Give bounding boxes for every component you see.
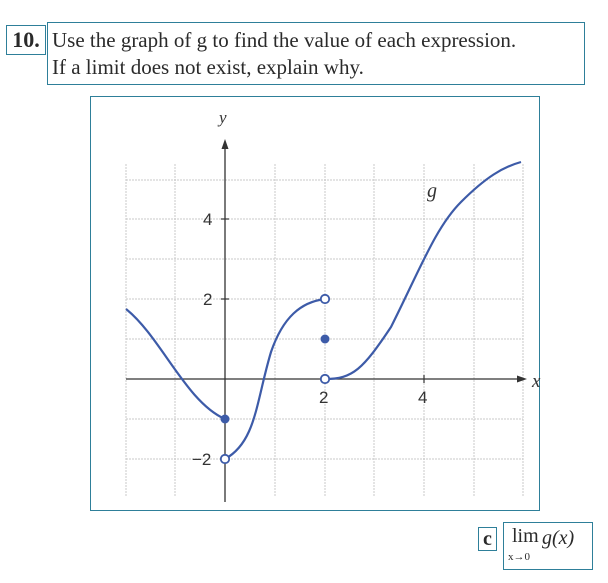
limit-function: g(x) [542, 527, 575, 549]
x-tick-label-4: 4 [418, 388, 428, 407]
graph-frame [90, 96, 540, 511]
closed-point-0-neg1 [221, 415, 230, 424]
curve-label-g: g [427, 180, 437, 202]
y-tick-label-neg2: −2 [192, 450, 212, 469]
y-tick-label-4: 4 [203, 210, 213, 229]
curve-right-piece [325, 162, 521, 379]
limit-subscript: x→0 [508, 551, 530, 563]
x-axis-label: x [532, 371, 541, 392]
x-tick-label-2: 2 [319, 388, 329, 407]
question-text [47, 22, 585, 85]
limit-expression [503, 522, 593, 570]
open-point-2-2 [321, 295, 329, 303]
question-number: 10. [6, 25, 46, 55]
graph-svg [91, 97, 541, 512]
x-axis-arrow [517, 376, 527, 383]
limit-word: lim [512, 525, 539, 547]
y-axis-arrow [222, 139, 229, 149]
open-point-2-0 [321, 375, 329, 383]
part-label: c [478, 527, 497, 551]
question-line-1: Use the graph of g to find the value of each expression. [52, 28, 517, 52]
closed-point-2-1 [321, 335, 330, 344]
grid [126, 164, 523, 497]
y-axis-label: y [219, 108, 227, 127]
question-line-2: If a limit does not exist, explain why. [52, 55, 364, 79]
y-tick-label-2: 2 [203, 290, 213, 309]
function-curve [126, 162, 521, 459]
open-point-0-neg2 [221, 455, 229, 463]
